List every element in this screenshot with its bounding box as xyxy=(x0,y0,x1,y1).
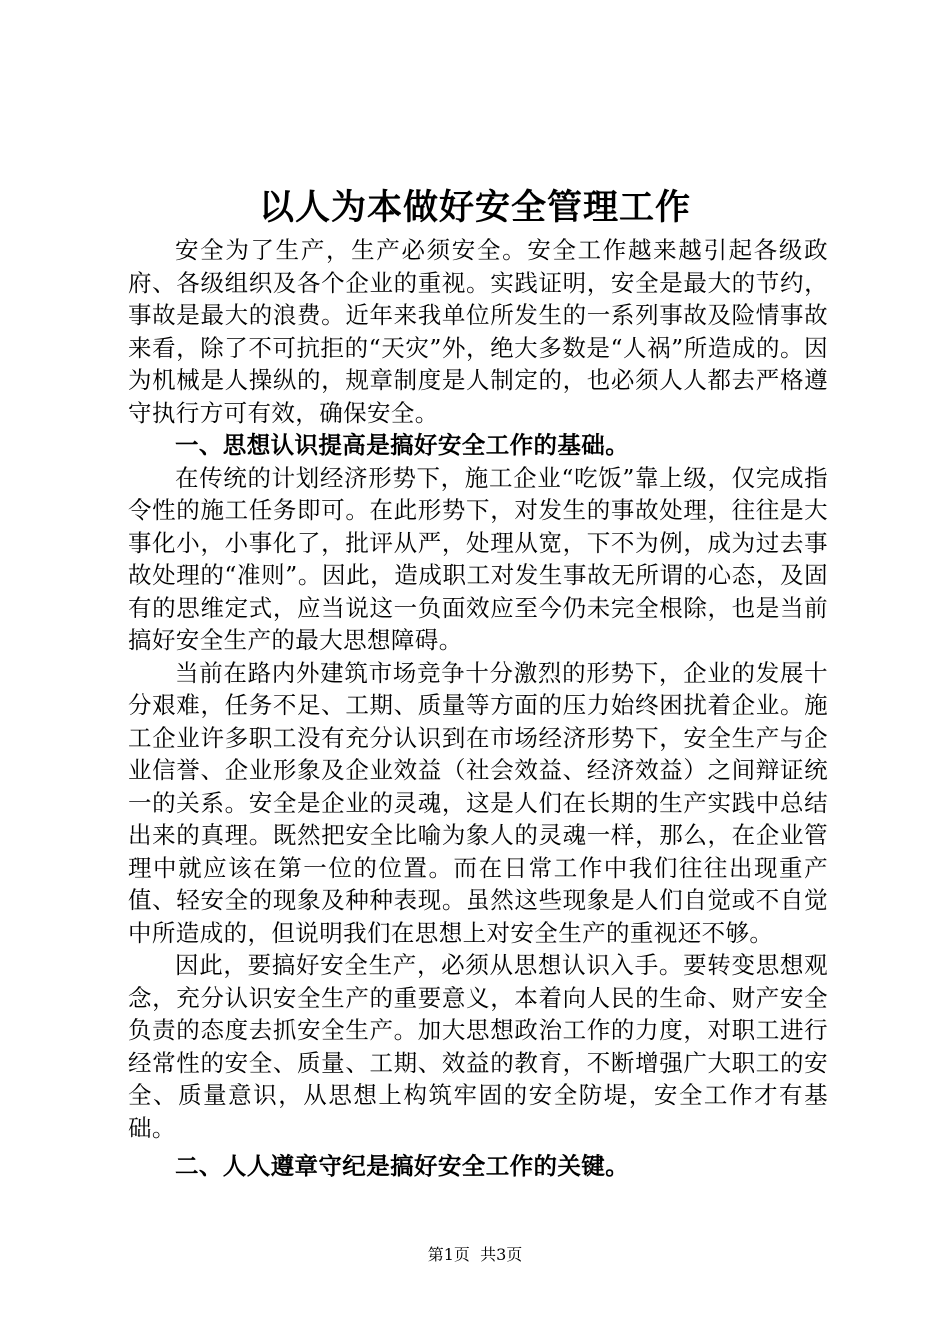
section-1-paragraph-2: 当前在路内外建筑市场竞争十分激烈的形势下，企业的发展十分艰难，任务不足、工期、质量等方面的压力始终困扰着企业。施工企业许多职工没有充分认识到在市场经济形势下，安全生产与企业信誉、企业形象及企业效益（社会效益、经济效益）之间辩证统一的关系。安全是企业的灵魂，这是人们在长期的生产实践中总结出来的真理。既然把安全比喻为象人的灵魂一样，那么，在企业管理中就应该在第一位的位置。而在日常工作中我们往往出现重产值、轻安全的现象及种种表现。虽然这些现象是人们自觉或不自觉中所造成的，但说明我们在思想上对安全生产的重视还不够。 xyxy=(128,658,828,947)
page-footer: 第1页 共3页 xyxy=(427,1245,523,1264)
intro-paragraph: 安全为了生产，生产必须安全。安全工作越来越引起各级政府、各级组织及各个企业的重视。实践证明，安全是最大的节约，事故是最大的浪费。近年来我单位所发生的一系列事故及险情事故来看，除了不可抗拒的“天灾”外，绝大多数是“人祸”所造成的。因为机械是人操纵的，规章制度是人制定的，也必须人人都去严格遵守执行方可有效，确保安全。 xyxy=(128,236,828,427)
section-1-paragraph-3: 因此，要搞好安全生产，必须从思想认识入手。要转变思想观念，充分认识安全生产的重要意义，本着向人民的生命、财产安全负责的态度去抓安全生产。加大思想政治工作的力度，对职工进行经常性的安全、质量、工期、效益的教育，不断增强广大职工的安全、质量意识，从思想上构筑牢固的安全防堤，安全工作才有基础。 xyxy=(128,951,828,1142)
document-title: 以人为本做好安全管理工作 xyxy=(258,187,691,228)
section-1-paragraph-1: 在传统的计划经济形势下，施工企业“吃饭”靠上级，仅完成指令性的施工任务即可。在此形势下，对发生的事故处理，往往是大事化小，小事化了，批评从严，处理从宽，下不为例，成为过去事故处理的“准则”。因此，造成职工对发生事故无所谓的心态，及固有的思维定式，应当说这一负面效应至今仍未完全根除，也是当前搞好安全生产的最大思想障碍。 xyxy=(128,463,828,654)
section-1-heading: 一、思想认识提高是搞好安全工作的基础。 xyxy=(175,431,630,459)
document-body xyxy=(128,234,828,1183)
section-2-heading: 二、人人遵章守纪是搞好安全工作的关键。 xyxy=(175,1152,630,1180)
